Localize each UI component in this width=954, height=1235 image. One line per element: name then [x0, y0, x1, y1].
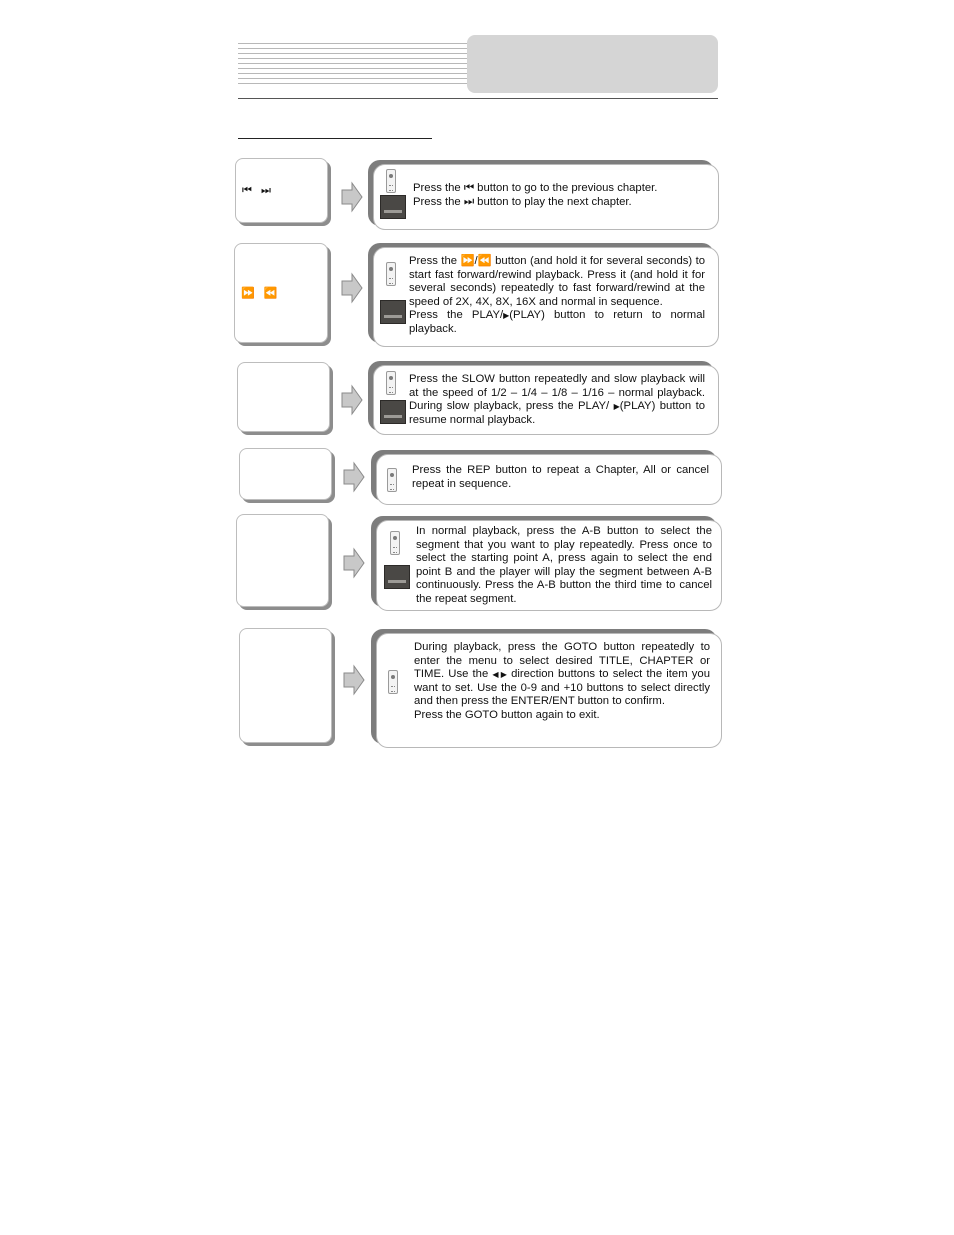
- remote-control-icon: [390, 531, 400, 555]
- right-arrow-icon: [341, 272, 363, 304]
- left-right-direction-icon: ◀ ▶: [492, 670, 507, 680]
- header-lines: [238, 43, 468, 85]
- instruction-text-skip: Press the ⏮ button to go to the previous chapter. Press the ⏭ button to play the next chapter.: [413, 182, 658, 208]
- dvd-player-icon: [384, 565, 410, 589]
- feature-label-box-goto: [239, 628, 332, 743]
- remote-control-icon: [386, 371, 396, 395]
- instruction-text-goto: During playback, press the GOTO button repeatedly to enter the menu to select desired TITLE, CHAPTER or TIME. Use the ◀ ▶ direction buttons to select the item you want to set. Use the 0-9 and +10 buttons to select directly and then press the ENTER/ENT button to confirm. Press the GOTO button again to exit.: [414, 641, 710, 721]
- instruction-box-goto: [376, 633, 722, 748]
- remote-control-icon: [388, 670, 398, 694]
- right-arrow-icon: [341, 384, 363, 416]
- right-arrow-icon: [341, 181, 363, 213]
- feature-label-box-skip: [235, 158, 328, 223]
- play-icon: ▶: [503, 311, 510, 321]
- skip-icons: ⏮ ⏭: [242, 184, 272, 196]
- section-title-underline: [238, 138, 432, 139]
- remote-control-icon: [386, 169, 396, 193]
- instruction-box-skip: [373, 164, 719, 230]
- instruction-text-repeat: Press the REP button to repeat a Chapter, All or cancel repeat in sequence.: [412, 464, 709, 490]
- right-arrow-icon: [343, 664, 365, 696]
- feature-label-box-search: [234, 243, 328, 343]
- remote-control-icon: [387, 468, 397, 492]
- dvd-player-icon: [380, 195, 406, 219]
- header-tab: [467, 35, 718, 93]
- feature-label-box-slow: [237, 362, 330, 432]
- feature-label-box-ab-repeat: [236, 514, 329, 607]
- instruction-box-repeat: [376, 454, 722, 505]
- remote-control-icon: [386, 262, 396, 286]
- dvd-player-icon: [380, 300, 406, 324]
- header-rule: [238, 98, 718, 99]
- previous-chapter-icon: ⏮: [463, 182, 475, 194]
- next-chapter-icon: ⏭: [463, 195, 475, 208]
- play-icon: ▶: [613, 402, 620, 412]
- instruction-text-ab-repeat: In normal playback, press the A-B button to select the segment that you want to play repeatedly. Press once to select the starting point A, press again to select the end point B and the player will play the segment between A-B continuously. Press the A-B button the third time to cancel the repeat segment.: [416, 525, 712, 605]
- instruction-box-slow: [373, 365, 719, 435]
- dvd-player-icon: [380, 400, 406, 424]
- right-arrow-icon: [343, 547, 365, 579]
- feature-label-box-repeat: [239, 448, 332, 500]
- right-arrow-icon: [343, 461, 365, 493]
- instruction-box-search: [373, 247, 719, 347]
- fast-forward-rewind-icon: ⏩/⏪: [460, 255, 492, 267]
- instruction-text-search: Press the ⏩/⏪ button (and hold it for several seconds) to start fast forward/rewind playback. Press it (and hold it for several seconds) repeatedly to fast forward/rewind at the speed of 2X, 4X, 8X, 16X and normal in sequence. Press the PLAY/▶(PLAY) button to return to normal playback.: [409, 255, 706, 335]
- instruction-box-ab-repeat: [376, 520, 722, 611]
- instruction-text-slow: Press the SLOW button repeatedly and slow playback will at the speed of 1/2 – 1/4 – 1/8 – 1/16 – normal playback. During slow playback, press the PLAY/ ▶(PLAY) button to resume normal playback.: [409, 373, 705, 426]
- fast-forward-rewind-icons: ⏩ ⏪: [241, 287, 279, 300]
